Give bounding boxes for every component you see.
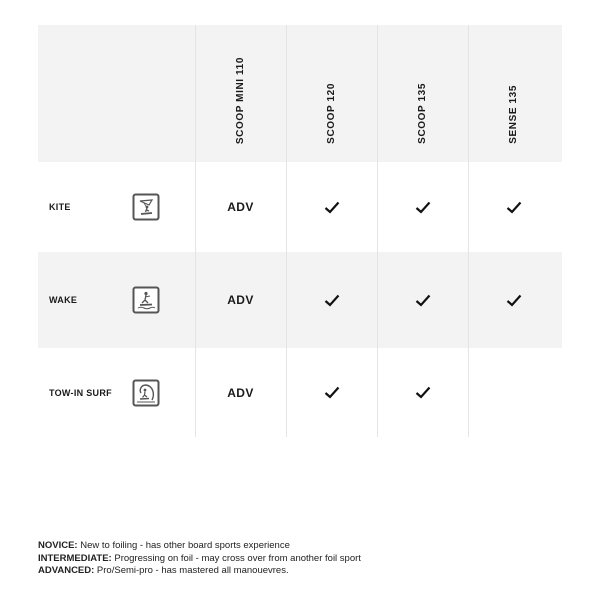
row-label: KITE: [49, 202, 71, 212]
check-icon: [415, 201, 431, 214]
table-cell: [195, 252, 286, 348]
check-icon: [415, 386, 431, 399]
level-value: ADV: [227, 293, 254, 307]
table-cell-empty: [468, 348, 559, 437]
legend-text: Pro/Semi-pro - has mastered all manouevres.: [94, 565, 289, 576]
legend-term: INTERMEDIATE:: [38, 552, 112, 564]
legend-line-intermediate: [38, 553, 361, 566]
row-label: TOW-IN SURF: [49, 387, 112, 398]
level-value: ADV: [227, 385, 254, 400]
compatibility-table: [38, 25, 562, 437]
column-header-label: SCOOP 135: [417, 83, 428, 144]
row-label: WAKE: [49, 295, 78, 305]
column-header-scoop-120: [286, 25, 377, 162]
wake-icon: [132, 286, 160, 314]
table-cell: [377, 348, 468, 437]
column-header-scoop-135: [377, 25, 468, 162]
column-header-sense-135: [468, 25, 559, 162]
check-icon: [324, 386, 340, 399]
table-cell: [468, 162, 559, 252]
legend-term: NOVICE:: [38, 540, 78, 551]
column-header-scoop-mini-110: [195, 25, 286, 162]
column-header-label: SCOOP MINI 110: [235, 56, 246, 144]
skill-level-legend: [38, 540, 361, 578]
table-cell: [286, 348, 377, 437]
legend-line-advanced: [38, 565, 361, 578]
tow-in-surf-icon: [132, 379, 160, 407]
table-cell: [468, 252, 559, 348]
table-cell: [286, 162, 377, 252]
legend-term: ADVANCED:: [38, 565, 95, 576]
table-cell: [195, 348, 286, 437]
legend-text: Progressing on foil - may cross over from another foil sport: [111, 552, 361, 564]
table-row-kite: [38, 162, 562, 252]
kite-icon: [132, 193, 160, 221]
table-cell: [377, 252, 468, 348]
column-header-label: SCOOP 120: [326, 83, 337, 144]
table-row-tow-in-surf: [38, 348, 562, 437]
table-cell: [286, 252, 377, 348]
check-icon: [415, 294, 431, 307]
check-icon: [324, 201, 340, 214]
legend-line-novice: [38, 540, 361, 553]
legend-text: New to foiling - has other board sports experience: [77, 540, 290, 551]
table-row-wake: [38, 252, 562, 348]
check-icon: [506, 201, 522, 214]
table-cell: [195, 162, 286, 252]
table-cell: [377, 162, 468, 252]
check-icon: [506, 294, 522, 307]
level-value: ADV: [227, 200, 254, 214]
column-header-label: SENSE 135: [508, 85, 519, 144]
check-icon: [324, 294, 340, 307]
